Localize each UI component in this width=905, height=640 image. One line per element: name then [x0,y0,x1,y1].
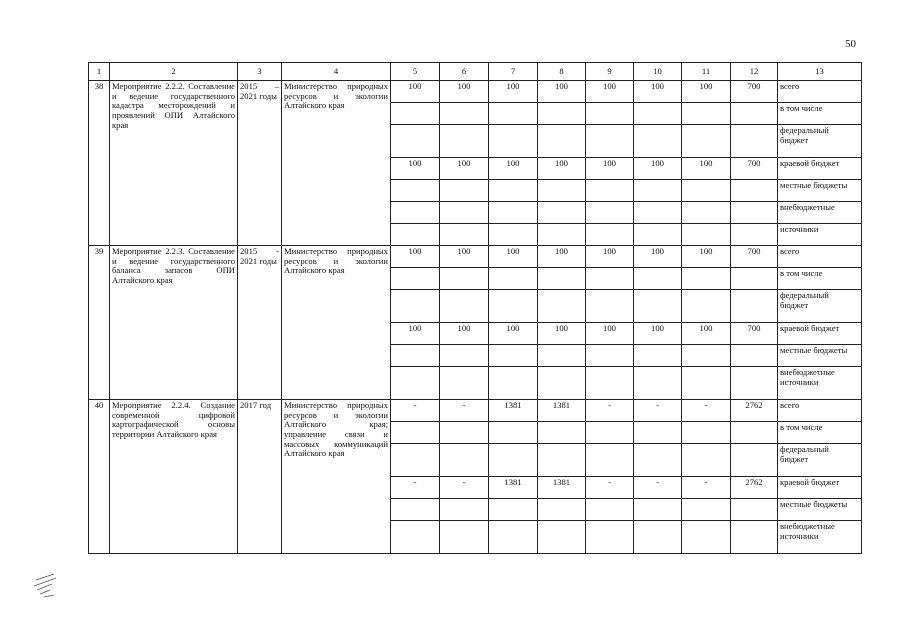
value-cell: 100 [586,323,634,345]
column-header: 10 [634,63,682,81]
value-cell [586,499,634,521]
value-cell [634,103,682,125]
value-cell [391,345,440,367]
value-cell [489,202,538,224]
value-cell [440,125,489,158]
event-period: 2017 год [238,400,282,554]
funding-source: местные бюджеты [778,180,862,202]
row-number: 38 [89,81,110,246]
value-cell [731,521,778,554]
funding-source: краевой бюджет [778,158,862,180]
value-cell [731,367,778,400]
funding-source: федеральный бюджет [778,444,862,477]
value-cell [489,103,538,125]
value-cell [586,224,634,246]
value-cell [731,103,778,125]
value-cell: 100 [682,323,731,345]
table-row [89,246,862,268]
value-cell: 100 [489,158,538,180]
value-cell [586,422,634,444]
value-cell [731,224,778,246]
value-cell: 100 [440,323,489,345]
value-cell: - [440,400,489,422]
value-cell [440,202,489,224]
column-header: 4 [282,63,391,81]
value-cell [682,499,731,521]
value-cell: 100 [391,246,440,268]
value-cell [731,290,778,323]
value-cell: 100 [634,81,682,103]
value-cell [538,224,586,246]
value-cell [489,125,538,158]
event-name: Мероприятие 2.2.3. Составление и ведение государственного баланса запасов ОПИ Алтайского края [110,246,238,400]
value-cell [682,125,731,158]
value-cell [538,345,586,367]
value-cell: - [634,400,682,422]
value-cell [731,268,778,290]
event-name: Мероприятие 2.2.4. Создание современной цифровой картографической основы территории Алтайского края [110,400,238,554]
value-cell: 100 [634,158,682,180]
handwritten-mark [32,572,58,600]
value-cell: 700 [731,323,778,345]
value-cell: 1381 [538,477,586,499]
value-cell [634,367,682,400]
value-cell [586,268,634,290]
value-cell: 100 [538,81,586,103]
value-cell [682,444,731,477]
funding-source: федеральный бюджет [778,290,862,323]
funding-source: всего [778,400,862,422]
column-header: 6 [440,63,489,81]
value-cell [682,367,731,400]
value-cell: 100 [634,323,682,345]
value-cell [440,268,489,290]
value-cell: 100 [489,81,538,103]
value-cell [731,422,778,444]
value-cell: - [682,477,731,499]
value-cell: 100 [440,246,489,268]
value-cell [489,521,538,554]
value-cell [391,521,440,554]
value-cell [682,290,731,323]
value-cell: - [682,400,731,422]
value-cell [440,180,489,202]
value-cell: 100 [440,158,489,180]
value-cell: 700 [731,158,778,180]
value-cell [731,499,778,521]
value-cell [682,521,731,554]
budget-table [88,62,862,554]
funding-source: федеральный бюджет [778,125,862,158]
value-cell: 1381 [489,400,538,422]
value-cell: 100 [538,158,586,180]
value-cell [634,202,682,224]
page-number: 50 [845,38,856,50]
funding-source: в том числе [778,422,862,444]
value-cell [682,224,731,246]
value-cell [440,521,489,554]
column-header: 2 [110,63,238,81]
value-cell [586,345,634,367]
value-cell: 100 [682,246,731,268]
value-cell: - [440,477,489,499]
value-cell: 100 [440,81,489,103]
value-cell [440,499,489,521]
value-cell [489,180,538,202]
value-cell [731,345,778,367]
value-cell [391,103,440,125]
value-cell: 100 [489,323,538,345]
value-cell: 100 [586,158,634,180]
header-row [89,63,862,81]
value-cell [538,268,586,290]
value-cell [391,367,440,400]
value-cell [538,103,586,125]
value-cell: 100 [391,81,440,103]
funding-source: краевой бюджет [778,323,862,345]
value-cell [731,202,778,224]
value-cell [634,444,682,477]
value-cell [634,125,682,158]
event-executor: Министерство природных ресурсов и экологии Алтайского края; управление связи и массовых коммуникаций Алтайского края [282,400,391,554]
value-cell [538,499,586,521]
column-header: 8 [538,63,586,81]
value-cell [440,103,489,125]
value-cell [586,521,634,554]
column-header: 3 [238,63,282,81]
value-cell [391,180,440,202]
funding-source: местные бюджеты [778,499,862,521]
row-number: 39 [89,246,110,400]
value-cell [489,290,538,323]
event-executor: Министерство природных ресурсов и экологии Алтайского края [282,246,391,400]
value-cell: - [634,477,682,499]
value-cell [440,367,489,400]
funding-source: внебюджетные источники [778,521,862,554]
funding-source: источники [778,224,862,246]
value-cell [538,290,586,323]
value-cell: 100 [538,246,586,268]
value-cell [682,422,731,444]
column-header: 5 [391,63,440,81]
value-cell: - [586,400,634,422]
row-number: 40 [89,400,110,554]
value-cell [489,367,538,400]
funding-source: в том числе [778,103,862,125]
value-cell [538,180,586,202]
value-cell [489,268,538,290]
value-cell [538,125,586,158]
value-cell: 100 [682,81,731,103]
value-cell: 100 [489,246,538,268]
value-cell [391,444,440,477]
value-cell [538,367,586,400]
value-cell [391,268,440,290]
value-cell: 100 [586,246,634,268]
value-cell [391,499,440,521]
funding-source: внебюджетные источники [778,367,862,400]
value-cell [538,202,586,224]
value-cell: 1381 [489,477,538,499]
value-cell [634,345,682,367]
value-cell [440,422,489,444]
value-cell: 2762 [731,400,778,422]
value-cell: 100 [682,158,731,180]
column-header: 11 [682,63,731,81]
value-cell: 700 [731,81,778,103]
event-period: 2015 – 2021 годы [238,81,282,246]
value-cell: 100 [586,81,634,103]
value-cell [440,224,489,246]
table-row [89,81,862,103]
funding-source: всего [778,246,862,268]
value-cell [731,444,778,477]
column-header: 12 [731,63,778,81]
column-header: 13 [778,63,862,81]
value-cell: 100 [634,246,682,268]
column-header: 9 [586,63,634,81]
value-cell [489,499,538,521]
value-cell [489,345,538,367]
value-cell [634,499,682,521]
value-cell [586,444,634,477]
value-cell [634,268,682,290]
value-cell [391,125,440,158]
value-cell [634,521,682,554]
value-cell [586,125,634,158]
value-cell: 100 [538,323,586,345]
value-cell [391,290,440,323]
table-row [89,400,862,422]
value-cell: 700 [731,246,778,268]
value-cell: - [391,477,440,499]
value-cell [634,224,682,246]
value-cell: 1381 [538,400,586,422]
value-cell: - [586,477,634,499]
value-cell [586,290,634,323]
value-cell [586,202,634,224]
event-name: Мероприятие 2.2.2. Составление и ведение государственного кадастра месторождений и проявлений ОПИ Алтайского края [110,81,238,246]
value-cell [538,422,586,444]
value-cell [391,224,440,246]
value-cell [682,180,731,202]
value-cell [682,202,731,224]
funding-source: внебюджетные [778,202,862,224]
value-cell [682,345,731,367]
value-cell [634,180,682,202]
value-cell [586,367,634,400]
value-cell: - [391,400,440,422]
funding-source: всего [778,81,862,103]
funding-source: в том числе [778,268,862,290]
value-cell [538,521,586,554]
value-cell [731,125,778,158]
value-cell [586,103,634,125]
value-cell [391,202,440,224]
value-cell [586,180,634,202]
value-cell [538,444,586,477]
value-cell: 100 [391,323,440,345]
value-cell [391,422,440,444]
funding-source: краевой бюджет [778,477,862,499]
value-cell [440,290,489,323]
value-cell [489,444,538,477]
value-cell [731,180,778,202]
value-cell [634,290,682,323]
column-header: 1 [89,63,110,81]
funding-source: местные бюджеты [778,345,862,367]
value-cell [440,444,489,477]
value-cell: 2762 [731,477,778,499]
value-cell [682,268,731,290]
event-period: 2015 - 2021 годы [238,246,282,400]
value-cell [489,224,538,246]
value-cell [682,103,731,125]
column-header: 7 [489,63,538,81]
event-executor: Министерство природных ресурсов и экологии Алтайского края [282,81,391,246]
value-cell: 100 [391,158,440,180]
value-cell [634,422,682,444]
value-cell [440,345,489,367]
value-cell [489,422,538,444]
